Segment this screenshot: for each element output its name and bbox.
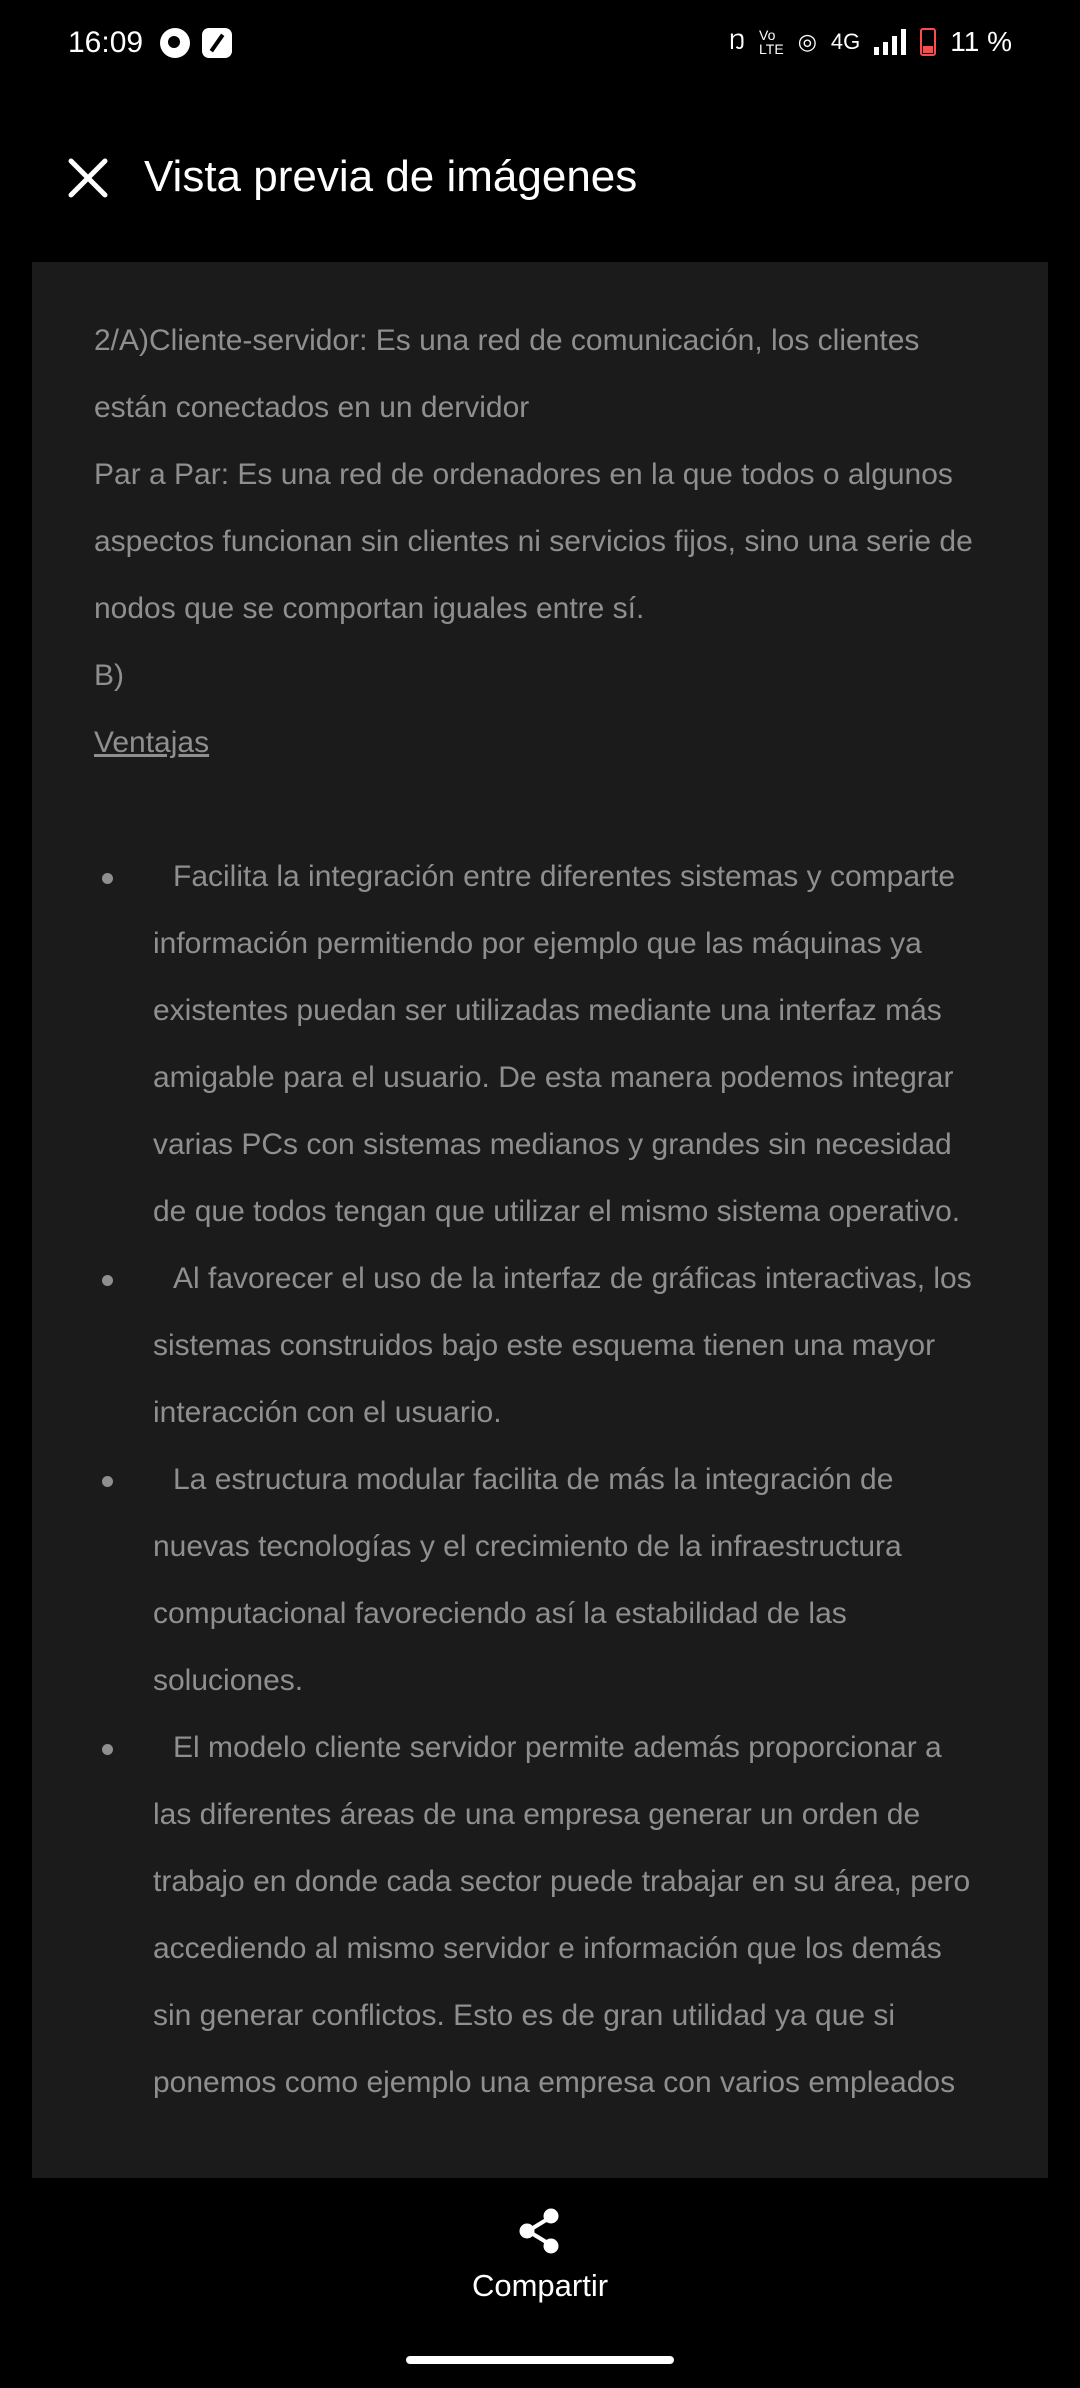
battery-percent: 11 % — [950, 26, 1012, 57]
status-bar — [0, 0, 1080, 90]
network-type: 4G — [830, 29, 861, 54]
list-item — [94, 1714, 986, 2116]
share-icon — [518, 2208, 562, 2254]
status-right-icons — [729, 26, 1012, 58]
app-notification-icon — [160, 28, 190, 58]
image-preview[interactable] — [32, 262, 1048, 2182]
signal-icon — [874, 29, 906, 55]
list-item-text: Facilita la integración entre diferentes sistemas y comparte información permitiendo por ejemplo que las máquinas ya existentes puedan ser utilizadas mediante una interfaz más amigable para el usuario. De esta manera podemos integrar varias PCs con sistemas medianos y grandes sin necesidad de que todos tengan que utilizar el mismo sistema operativo. — [153, 860, 961, 1228]
share-label: Compartir — [471, 2268, 609, 2303]
battery-icon — [920, 28, 936, 56]
paragraph: B) — [94, 659, 124, 692]
status-time: 16:09 — [68, 26, 144, 59]
nfc-icon: Ŋ — [729, 29, 746, 54]
list-item — [94, 1446, 986, 1714]
paragraph: 2/A)Cliente-servidor: Es una red de comunicación, los clientes están conectados en un dervidor — [94, 324, 920, 424]
bullet-list — [94, 843, 986, 2116]
hotspot-icon: ◎ — [797, 29, 817, 54]
volte-icon: Vo LTE — [759, 27, 784, 57]
status-left-icons — [160, 28, 232, 58]
close-icon — [68, 158, 108, 198]
list-item-text: La estructura modular facilita de más la integración de nuevas tecnologías y el crecimiento de la infraestructura computacional favoreciendo así la estabilidad de las soluciones. — [153, 1463, 902, 1697]
app-header — [0, 90, 1080, 260]
paragraph: Par a Par: Es una red de ordenadores en la que todos o algunos aspectos funcionan sin clientes ni servicios fijos, sino una serie de nodos que se comportan iguales entre sí. — [94, 458, 973, 625]
list-item-text: El modelo cliente servidor permite además proporcionar a las diferentes áreas de una empresa generar un orden de trabajo en donde cada sector puede trabajar en su área, pero accediendo al mismo servidor e información que los demás sin generar conflictos. Esto es de gran utilidad ya que si ponemos como ejemplo una empresa con varios empleados — [153, 1731, 971, 2099]
close-button[interactable] — [60, 150, 116, 206]
list-item — [94, 1245, 986, 1446]
bottom-action-bar — [0, 2178, 1080, 2388]
document-text — [32, 262, 1048, 2116]
list-item — [94, 843, 986, 1245]
edit-notification-icon — [202, 28, 232, 58]
home-indicator[interactable] — [406, 2356, 674, 2364]
page-title: Vista previa de imágenes — [144, 152, 638, 201]
blank-line — [94, 776, 986, 843]
share-button[interactable] — [440, 2208, 640, 2328]
list-item-text: Al favorecer el uso de la interfaz de gráficas interactivas, los sistemas construidos bajo este esquema tienen una mayor interacción con el usuario. — [153, 1262, 972, 1429]
section-heading: Ventajas — [94, 726, 210, 759]
